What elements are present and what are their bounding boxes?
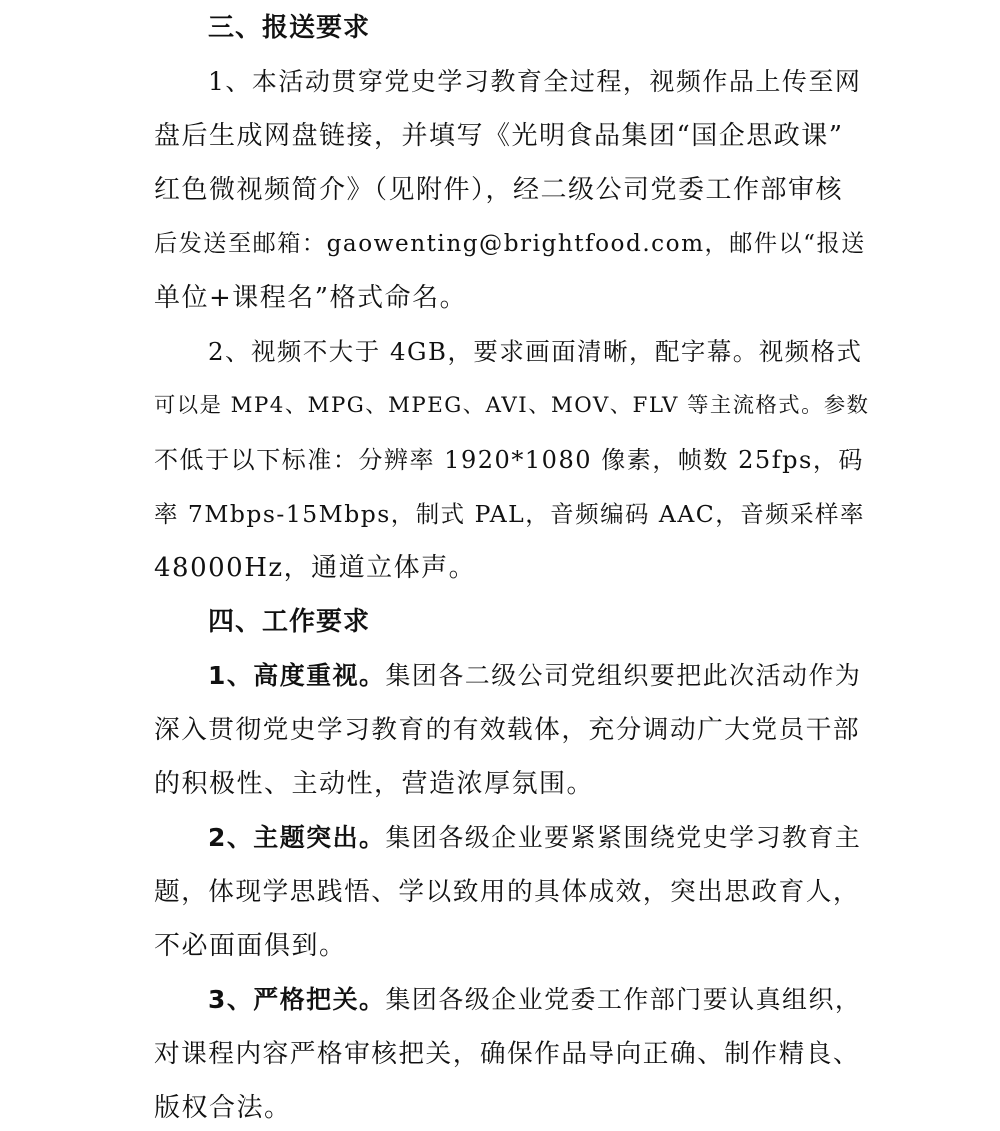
paragraph-3-2-line-4: 率 7Mbps-15Mbps，制式 PAL，音频编码 AAC，音频采样率 <box>154 500 865 528</box>
paragraph-4-2-first-text: 集团各级企业要紧紧围绕党史学习教育主 <box>385 823 862 852</box>
section-heading-3: 三、报送要求 <box>208 13 371 43</box>
paragraph-4-3-line-3: 版权合法。 <box>154 1093 292 1123</box>
paragraph-4-1-line-1 <box>0 656 1000 696</box>
paragraph-3-2-line-3: 不低于以下标准：分辨率 1920*1080 像素，帧数 25fps，码 <box>154 446 864 474</box>
paragraph-4-3-first-text: 集团各级企业党委工作部门要认真组织， <box>385 985 862 1014</box>
paragraph-3-1-line-1: 1、本活动贯穿党史学习教育全过程，视频作品上传至网 <box>208 67 862 96</box>
paragraph-3-1-line-2: 盘后生成网盘链接，并填写《光明食品集团“国企思政课” <box>154 121 844 151</box>
paragraph-4-2-line-1 <box>0 818 1000 858</box>
paragraph-4-3-line-2: 对课程内容严格审核把关，确保作品导向正确、制作精良、 <box>154 1039 861 1069</box>
paragraph-4-3-lead: 3、严格把关。 <box>208 985 386 1014</box>
paragraph-4-1-first-text: 集团各二级公司党组织要把此次活动作为 <box>385 661 862 690</box>
paragraph-3-1-line-5: 单位+课程名”格式命名。 <box>154 283 468 313</box>
paragraph-4-2-line-2: 题，体现学思践悟、学以致用的具体成效，突出思政育人， <box>154 877 861 907</box>
paragraph-3-2-line-2: 可以是 MP4、MPG、MPEG、AVI、MOV、FLV 等主流格式。参数 <box>154 393 870 418</box>
paragraph-4-3-line-1 <box>0 980 1000 1020</box>
paragraph-4-2-line-3: 不必面面俱到。 <box>154 931 347 961</box>
paragraph-3-2-line-1: 2、视频不大于 4GB，要求画面清晰，配字幕。视频格式 <box>208 337 863 366</box>
paragraph-3-1-line-4: 后发送至邮箱：gaowenting@brightfood.com，邮件以“报送 <box>154 230 866 257</box>
paragraph-4-2-lead: 2、主题突出。 <box>208 823 386 852</box>
paragraph-3-1-line-3: 红色微视频简介》（见附件），经二级公司党委工作部审核 <box>154 175 844 205</box>
section-heading-4: 四、工作要求 <box>208 607 371 637</box>
paragraph-4-1-lead: 1、高度重视。 <box>208 661 386 690</box>
paragraph-4-1-line-2: 深入贯彻党史学习教育的有效载体，充分调动广大党员干部 <box>154 715 861 745</box>
paragraph-4-1-line-3: 的积极性、主动性，营造浓厚氛围。 <box>154 769 595 799</box>
paragraph-3-2-line-5: 48000Hz，通道立体声。 <box>154 553 477 583</box>
